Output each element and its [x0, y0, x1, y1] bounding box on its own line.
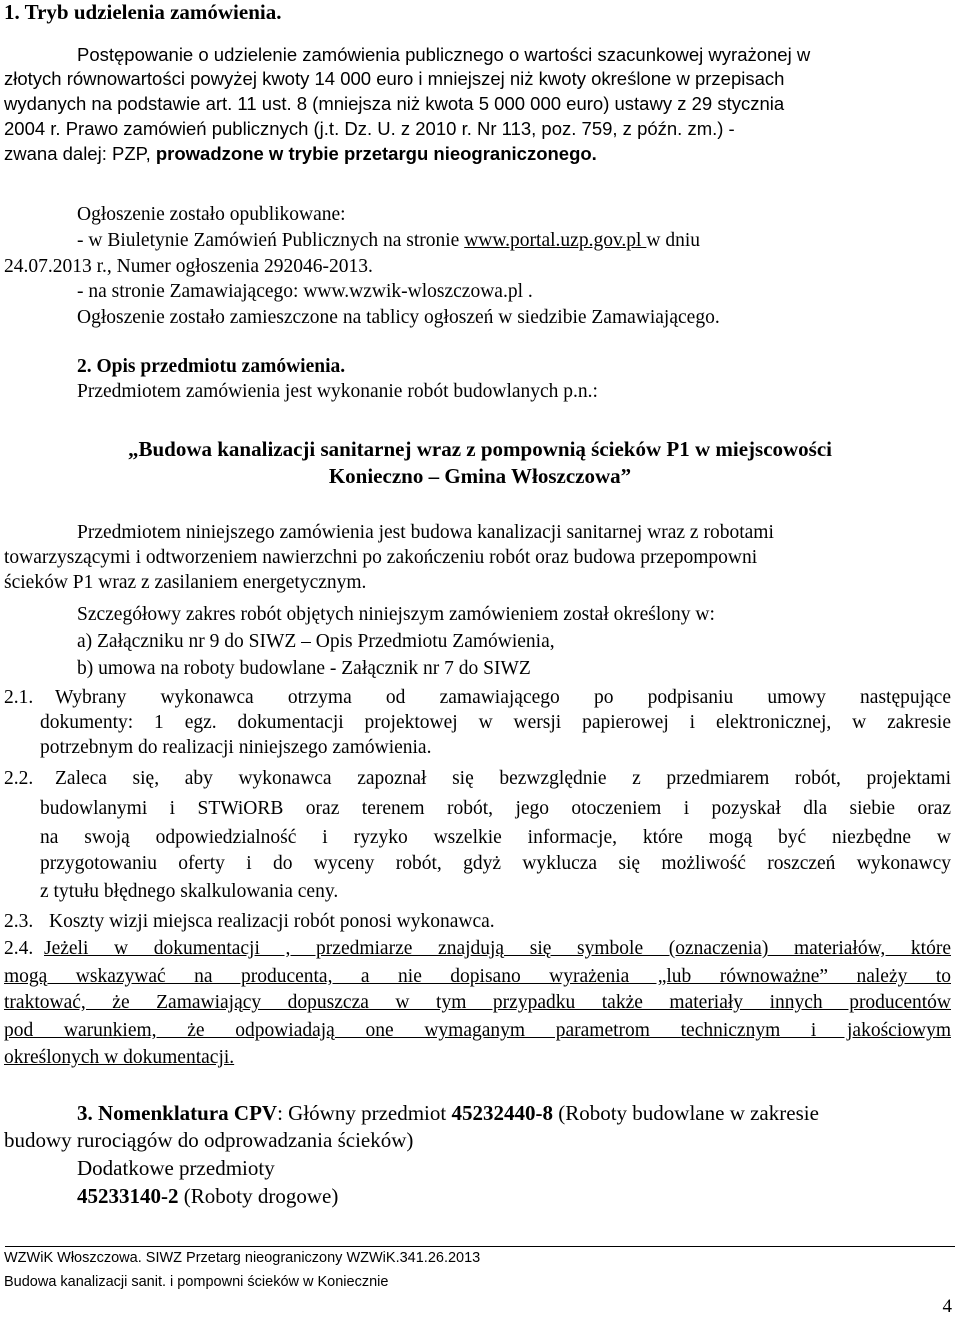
clause-2-2-number: 2.2. [4, 768, 34, 789]
intro-line-5 [4, 142, 597, 166]
clause-2-1-line-2: dokumenty: 1 egz. dokumentacji projektowej w wersji papierowej i elektronicznej, w zakresie [40, 712, 951, 733]
intro-line-2: złotych równowartości powyżej kwoty 14 000 euro i mniejszej niż kwoty określone w przepisach [4, 68, 785, 89]
cpv-main-code: 45232440-8 [451, 1101, 553, 1125]
section-3-heading: 3. Nomenklatura CPV [77, 1101, 278, 1125]
scope-body-line-2: towarzyszącymi i odtworzeniem nawierzchni po zakończeniu robót oraz budowa przepompowni [4, 547, 758, 568]
clause-2-4-line-2: mogą wskazywać na producenta, a nie dopisano wyrażenia „lub równoważne” należy to [4, 966, 951, 987]
publication-bzp-prefix: - w Biuletynie Zamówień Publicznych na stronie [77, 230, 465, 251]
clause-2-4-line-3: traktować, że Zamawiający dopuszcza w tym przypadku także materiały innych producentów [4, 992, 951, 1013]
intro-line-1: Postępowanie o udzielenie zamówienia publicznego o wartości szacunkowej wyrażonej w [77, 44, 811, 65]
publication-bzp [77, 229, 700, 253]
publication-site: - na stronie Zamawiającego: www.wzwik-wloszczowa.pl . [77, 281, 533, 302]
cpv-main-line [77, 1101, 819, 1125]
publication-date: 24.07.2013 r., Numer ogłoszenia 292046-2013. [4, 256, 373, 277]
scope-body-line-3: ścieków P1 wraz z zasilaniem energetycznym. [4, 572, 367, 593]
scope-item-b: b) umowa na roboty budowlane - Załącznik nr 7 do SIWZ [77, 658, 531, 679]
intro-line-4: 2004 r. Prawo zamówień publicznych (j.t. Dz. U. z 2010 r. Nr 113, poz. 759, z późn. zm.) - [4, 118, 735, 139]
page-number: 4 [942, 1296, 952, 1317]
cpv-main-desc-line-2: budowy rurociągów do odprowadzania ścieków) [4, 1128, 414, 1152]
section-2-heading: 2. Opis przedmiotu zamówienia. [77, 356, 346, 377]
publication-board: Ogłoszenie zostało zamieszczone na tablicy ogłoszeń w siedzibie Zamawiającego. [77, 307, 720, 328]
publication-title: Ogłoszenie zostało opublikowane: [77, 204, 346, 225]
clause-2-1-number: 2.1. [4, 687, 34, 708]
clause-2-3-text: Koszty wizji miejsca realizacji robót ponosi wykonawca. [49, 911, 495, 932]
clause-2-2-line-2: budowlanymi i STWiORB oraz terenem robót, jego otoczeniem i pozyskał dla siebie oraz [40, 798, 951, 819]
portal-uzp-link[interactable]: www.portal.uzp.gov.pl [464, 230, 647, 251]
cpv-extra-desc: (Roboty drogowe) [178, 1184, 339, 1208]
footer-line-1: WZWiK Włoszczowa. SIWZ Przetarg nieograniczony WZWiK.341.26.2013 [4, 1250, 481, 1266]
cpv-extra-label: Dodatkowe przedmioty [77, 1156, 275, 1180]
clause-2-1-line-1: Wybrany wykonawca otrzyma od zamawiającego po podpisaniu umowy następujące [55, 687, 951, 708]
clause-2-4-line-1: Jeżeli w dokumentacji , przedmiarze znajdują się symbole (oznaczenia) materiałów, które [44, 938, 951, 959]
scope-item-a: a) Załączniku nr 9 do SIWZ – Opis Przedmiotu Zamówienia, [77, 631, 555, 652]
section-2-lead: Przedmiotem zamówienia jest wykonanie robót budowlanych p.n.: [77, 381, 598, 402]
cpv-main-desc: (Roboty budowlane w zakresie [552, 1101, 819, 1125]
clause-2-2-line-4: przygotowaniu oferty i do wyceny robót, gdyż wyklucza się możliwość roszczeń wykonawcy [40, 853, 951, 874]
intro-line-5-text: zwana dalej: PZP, [4, 143, 156, 164]
scope-body-line-1: Przedmiotem niniejszego zamówienia jest budowa kanalizacji sanitarnej wraz z robotami [77, 522, 774, 543]
publication-bzp-suffix: w dniu [646, 230, 700, 251]
contract-title-line-2: Konieczno – Gmina Włoszczowa” [328, 464, 632, 488]
cpv-main-label: : Główny przedmiot [277, 1101, 452, 1125]
cpv-extra-code: 45233140-2 [77, 1184, 179, 1208]
clause-2-4-line-4: pod warunkiem, że odpowiadają one wymaganym parametrom technicznym i jakościowym [4, 1020, 951, 1041]
clause-2-1-line-3: potrzebnym do realizacji niniejszego zamówienia. [40, 737, 432, 758]
clause-2-2-line-5: z tytułu błędnego skalkulowania ceny. [40, 881, 339, 902]
cpv-extra-line [77, 1184, 338, 1208]
clause-2-2-line-3: na swoją odpowiedzialność i ryzyko wszelkie informacje, które mogą być niezbędne w [40, 827, 951, 848]
footer-line-2: Budowa kanalizacji sanit. i pompowni ścieków w Koniecznie [4, 1274, 389, 1290]
clause-2-2-line-1: Zaleca się, aby wykonawca zapoznał się bezwzględnie z przedmiarem robót, projektami [55, 768, 951, 789]
contract-title-line-1: „Budowa kanalizacji sanitarnej wraz z pompownią ścieków P1 w miejscowości [127, 437, 833, 461]
clause-2-4-number: 2.4. [4, 938, 34, 959]
intro-line-3: wydanych na podstawie art. 11 ust. 8 (mniejsza niż kwota 5 000 000 euro) ustawy z 29 stycznia [4, 93, 785, 114]
intro-procedure-type: prowadzone w trybie przetargu nieograniczonego. [155, 143, 597, 164]
footer-divider [5, 1246, 955, 1247]
clause-2-4-line-5: określonych w dokumentacji. [4, 1047, 235, 1068]
scope-detail-intro: Szczegółowy zakres robót objętych niniejszym zamówieniem został określony w: [77, 604, 715, 625]
section-1-heading: 1. Tryb udzielenia zamówienia. [4, 0, 282, 24]
clause-2-3-number: 2.3. [4, 911, 34, 932]
